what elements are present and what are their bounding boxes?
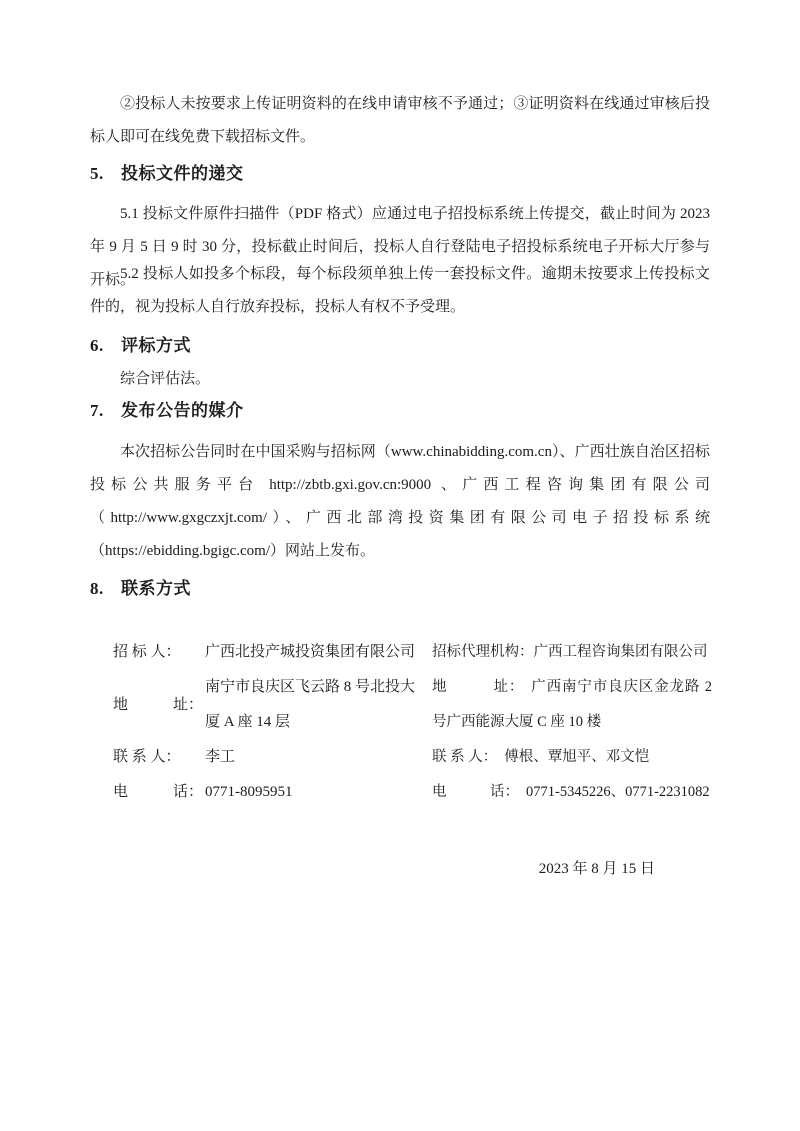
agency-phone-label: 电 话： bbox=[432, 784, 519, 800]
agency-column bbox=[432, 635, 712, 810]
tenderer-address-label: 地 址： bbox=[113, 696, 204, 713]
agency-address-label: 地 址： bbox=[432, 679, 525, 695]
section-5-number: 5. bbox=[90, 164, 104, 183]
tenderer-phone-value: 0771-8095951 bbox=[205, 784, 293, 800]
contact-row-agency-phone bbox=[432, 775, 712, 810]
section-5-title: 投标文件的递交 bbox=[121, 164, 244, 183]
section-6-title: 评标方式 bbox=[121, 336, 191, 355]
agency-person-label: 联 系 人： bbox=[432, 749, 498, 765]
contact-row-tenderer bbox=[113, 635, 420, 670]
tenderer-column bbox=[113, 635, 420, 810]
paragraph-5-1: 5.1 投标文件原件扫描件（PDF 格式）应通过电子招投标系统上传提交，截止时间为 2023 年 9 月 5 日 9 时 30 分，投标截止时间后，投标人自行登陆电子招投标系统电子开标大厅参与开标。 bbox=[90, 206, 710, 288]
agency-address-value: 广西南宁市良庆区金龙路 2 号广西能源大厦 C 座 10 楼 bbox=[432, 679, 713, 730]
contact-row-tenderer-phone bbox=[113, 775, 420, 810]
agency-person-value: 傅根、覃旭平、邓文恺 bbox=[504, 749, 650, 765]
announcement-date: 2023 年 8 月 15 日 bbox=[538, 861, 655, 877]
section-8-heading bbox=[90, 577, 191, 601]
agency-label: 招标代理机构： bbox=[432, 644, 534, 660]
paragraph-6: 综合评估法。 bbox=[120, 371, 211, 387]
tenderer-label: 招 标 人： bbox=[113, 644, 181, 660]
section-8-title: 联系方式 bbox=[121, 579, 191, 598]
agency-phone-value: 0771-5345226、0771-2231082 bbox=[526, 784, 710, 800]
paragraph-7: 本次招标公告同时在中国采购与招标网（www.chinabidding.com.cn）、广西壮族自治区招标投标公共服务平台 http://zbtb.gxi.gov.cn:9000 、广西工程咨询集团有限公司（http://www.gxgczxjt.com/）、广西北部湾投资集团有限公司电子招投标系统（https://ebidding.bgigc.com/）网站上发布。 bbox=[90, 444, 710, 559]
section-6-number: 6. bbox=[90, 336, 104, 355]
tenderer-person-value: 李工 bbox=[205, 749, 236, 765]
tenderer-person-label: 联 系 人： bbox=[113, 749, 181, 765]
tenderer-address-value: 南宁市良庆区飞云路 8 号北投大厦 A 座 14 层 bbox=[205, 679, 416, 730]
section-8-number: 8. bbox=[90, 579, 104, 598]
paragraph-5-2: 5.2 投标人如投多个标段，每个标段须单独上传一套投标文件。逾期未按要求上传投标文件的，视为投标人自行放弃投标，投标人有权不予受理。 bbox=[90, 266, 710, 315]
section-6-heading bbox=[90, 334, 191, 358]
contact-table bbox=[113, 635, 712, 810]
section-7-heading bbox=[90, 399, 244, 423]
tenderer-value: 广西北投产城投资集团有限公司 bbox=[205, 644, 416, 660]
contact-row-agency-address bbox=[432, 670, 712, 740]
contact-row-tenderer-address bbox=[113, 670, 420, 740]
contact-row-agency-person bbox=[432, 740, 712, 775]
section-5-heading bbox=[90, 162, 244, 186]
intro-paragraph: ②投标人未按要求上传证明资料的在线申请审核不予通过；③证明资料在线通过审核后投标人即可在线免费下载招标文件。 bbox=[90, 96, 710, 145]
contact-row-tenderer-person bbox=[113, 740, 420, 775]
tenderer-phone-label: 电 话： bbox=[113, 784, 204, 800]
contact-row-agency bbox=[432, 635, 712, 670]
section-7-number: 7. bbox=[90, 401, 104, 420]
agency-value: 广西工程咨询集团有限公司 bbox=[533, 644, 708, 660]
section-7-title: 发布公告的媒介 bbox=[121, 401, 244, 420]
